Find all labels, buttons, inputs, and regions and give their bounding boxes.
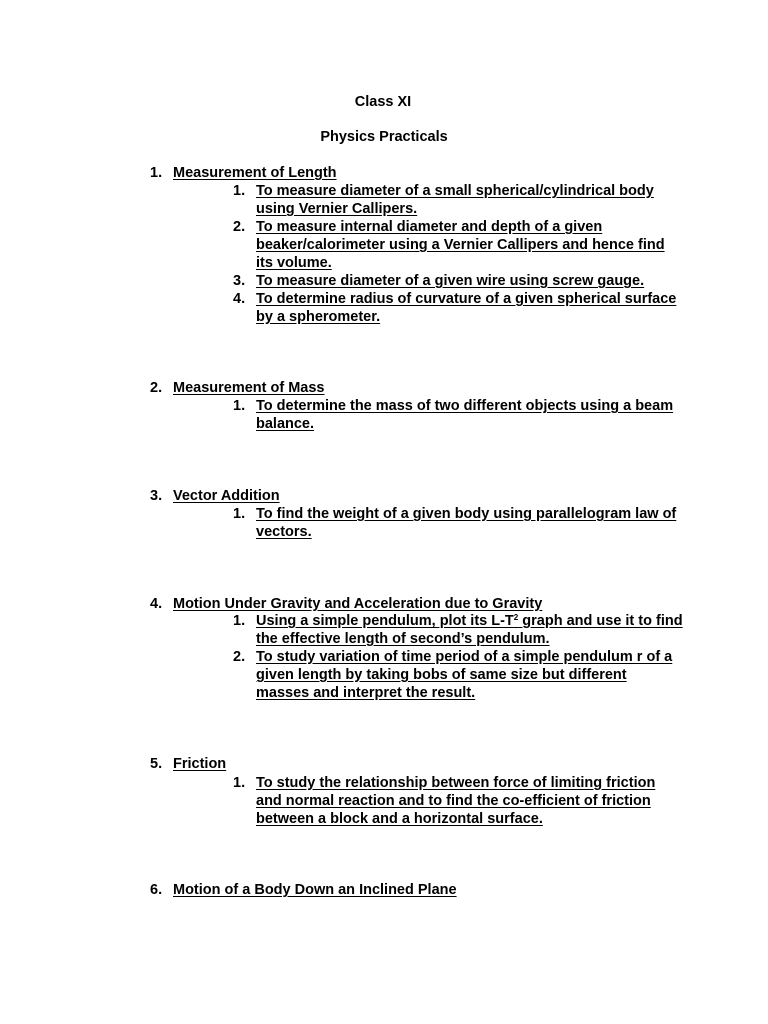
section-heading-friction [150, 755, 226, 773]
item-text: To find the weight of a given body using parallelogram law of vectors. [256, 506, 677, 540]
list-item [233, 648, 683, 702]
item-text [256, 612, 683, 648]
list-item [233, 182, 683, 218]
section-number: 6. [150, 882, 163, 898]
section-number: 3. [150, 488, 163, 504]
item-number: 1. [233, 183, 246, 199]
item-text: To determine radius of curvature of a given spherical surface by a spherometer. [256, 291, 677, 325]
list-item [233, 290, 683, 326]
item-text: To measure diameter of a small spherical/cylindrical body using Vernier Callipers. [256, 183, 654, 217]
item-number: 3. [233, 273, 246, 289]
section-title: Measurement of Mass [173, 380, 325, 396]
section-number: 4. [150, 596, 163, 612]
section-title: Measurement of Length [173, 165, 337, 181]
item-number: 2. [233, 219, 246, 235]
section-heading-inclined-plane [150, 881, 457, 899]
section-heading-length [150, 164, 337, 182]
item-text-part: Using a simple pendulum, plot its L-T [256, 613, 514, 629]
section-number: 5. [150, 756, 163, 772]
item-number: 1. [233, 506, 246, 522]
list-item [233, 397, 683, 433]
section-heading-gravity [150, 595, 542, 613]
section-number: 1. [150, 165, 163, 181]
section-title: Friction [173, 756, 227, 772]
item-number: 1. [233, 775, 246, 791]
list-item [233, 774, 683, 828]
item-number: 1. [233, 398, 246, 414]
list-item [233, 505, 683, 541]
section-title: Motion of a Body Down an Inclined Plane [173, 882, 457, 898]
page-subtitle: Physics Practicals [320, 129, 448, 145]
item-text: To determine the mass of two different objects using a beam balance. [256, 398, 674, 432]
item-text: To measure diameter of a given wire using screw gauge. [256, 273, 645, 289]
item-text-part: graph and use it to find the effective length of second’s pendulum. [256, 613, 683, 647]
section-heading-mass [150, 379, 325, 397]
item-number: 1. [233, 613, 246, 629]
item-text: To study variation of time period of a simple pendulum r of a given length by taking bobs of same size but different masses and interpret the result. [256, 649, 673, 701]
section-title: Motion Under Gravity and Acceleration due to Gravity [173, 596, 543, 612]
section-number: 2. [150, 380, 163, 396]
superscript: 2 [513, 613, 519, 622]
list-item [233, 612, 683, 648]
item-text: To measure internal diameter and depth of a given beaker/calorimeter using a Vernier Callipers and hence find its volume. [256, 219, 665, 271]
list-item [233, 272, 683, 290]
page-title: Class XI [354, 94, 412, 110]
item-number: 2. [233, 649, 246, 665]
list-item [233, 218, 683, 272]
item-number: 4. [233, 291, 246, 307]
section-heading-vector-addition [150, 487, 280, 505]
section-title: Vector Addition [173, 488, 280, 504]
item-text: To study the relationship between force of limiting friction and normal reaction and to find the co-efficient of friction between a block and a horizontal surface. [256, 775, 656, 827]
